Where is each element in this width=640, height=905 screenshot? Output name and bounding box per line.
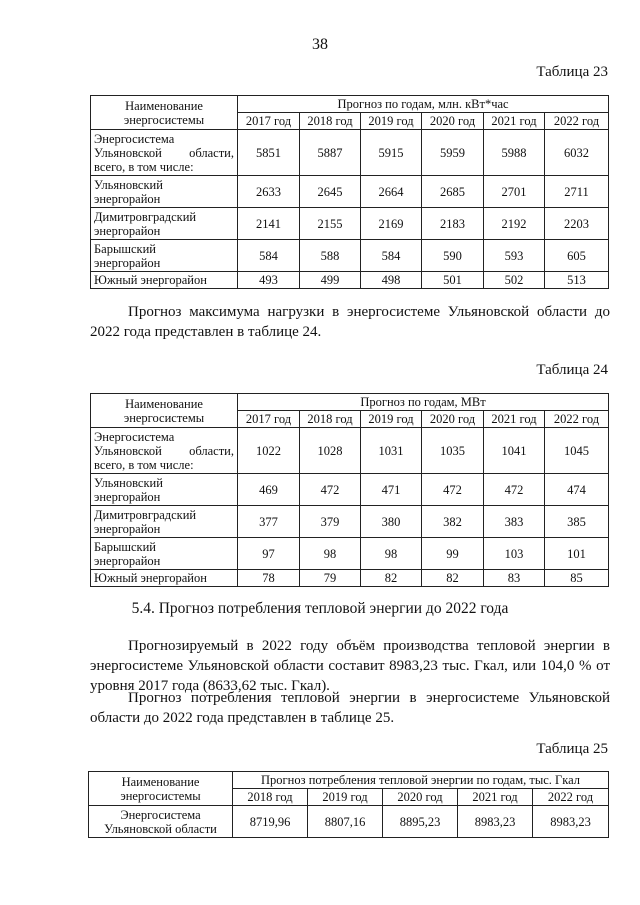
row-name: Димитровградский энергорайон [91, 208, 238, 240]
value-cell: 5887 [300, 130, 361, 176]
value-cell: 382 [422, 506, 484, 538]
row-name: Димитровградский энергорайон [91, 506, 238, 538]
value-cell: 498 [361, 272, 422, 289]
value-cell: 472 [484, 474, 545, 506]
row-name: Ульяновский энергорайон [91, 474, 238, 506]
row-name: Энергосистема Ульяновской области [89, 806, 233, 838]
year-header: 2020 год [383, 789, 458, 806]
value-cell: 2183 [422, 208, 484, 240]
value-cell: 2664 [361, 176, 422, 208]
value-cell: 2141 [238, 208, 300, 240]
value-cell: 584 [361, 240, 422, 272]
value-cell: 78 [238, 570, 300, 587]
value-cell: 1035 [422, 428, 484, 474]
value-cell: 385 [545, 506, 609, 538]
value-cell: 501 [422, 272, 484, 289]
value-cell: 377 [238, 506, 300, 538]
value-cell: 1028 [300, 428, 361, 474]
table-row [89, 806, 609, 838]
year-header: 2019 год [361, 411, 422, 428]
value-cell: 8983,23 [458, 806, 533, 838]
table-25 [88, 771, 609, 838]
header-name-cell: Наименование энергосистемы [89, 772, 233, 806]
value-cell: 83 [484, 570, 545, 587]
table-row [91, 538, 609, 570]
row-name: Южный энергорайон [91, 272, 238, 289]
table-row [91, 474, 609, 506]
row-name: Барышский энергорайон [91, 538, 238, 570]
row-name: Южный энергорайон [91, 570, 238, 587]
year-header: 2021 год [458, 789, 533, 806]
row-name: Энергосистема Ульяновской области, всего, в том числе: [91, 130, 238, 176]
value-cell: 5959 [422, 130, 484, 176]
value-cell: 469 [238, 474, 300, 506]
value-cell: 97 [238, 538, 300, 570]
row-name: Энергосистема Ульяновской области, всего, в том числе: [91, 428, 238, 474]
value-cell: 82 [361, 570, 422, 587]
header-name-cell: Наименование энергосистемы [91, 394, 238, 428]
value-cell: 85 [545, 570, 609, 587]
year-header: 2019 год [361, 113, 422, 130]
row-name: Ульяновский энергорайон [91, 176, 238, 208]
table-row [91, 272, 609, 289]
year-header: 2017 год [238, 411, 300, 428]
year-header: 2021 год [484, 411, 545, 428]
value-cell: 2685 [422, 176, 484, 208]
year-header: 2022 год [533, 789, 609, 806]
value-cell: 8983,23 [533, 806, 609, 838]
value-cell: 499 [300, 272, 361, 289]
table-row [91, 176, 609, 208]
value-cell: 5915 [361, 130, 422, 176]
year-header: 2022 год [545, 113, 609, 130]
paragraph-heat-consumption: Прогноз потребления тепловой энергии в энергосистеме Ульяновской области до 2022 года представлен в таблице 25. [90, 690, 610, 726]
value-cell: 101 [545, 538, 609, 570]
value-cell: 5851 [238, 130, 300, 176]
value-cell: 103 [484, 538, 545, 570]
year-header: 2020 год [422, 411, 484, 428]
value-cell: 2203 [545, 208, 609, 240]
year-header: 2020 год [422, 113, 484, 130]
header-group: Прогноз по годам, млн. кВт*час [238, 96, 609, 113]
table-row [91, 428, 609, 474]
value-cell: 98 [361, 538, 422, 570]
table-row [91, 570, 609, 587]
year-header: 2022 год [545, 411, 609, 428]
table-25-caption: Таблица 25 [536, 741, 608, 757]
value-cell: 6032 [545, 130, 609, 176]
value-cell: 472 [300, 474, 361, 506]
value-cell: 1045 [545, 428, 609, 474]
row-name: Барышский энергорайон [91, 240, 238, 272]
value-cell: 590 [422, 240, 484, 272]
value-cell: 513 [545, 272, 609, 289]
value-cell: 502 [484, 272, 545, 289]
value-cell: 474 [545, 474, 609, 506]
value-cell: 5988 [484, 130, 545, 176]
value-cell: 493 [238, 272, 300, 289]
value-cell: 2169 [361, 208, 422, 240]
table-24-caption: Таблица 24 [536, 362, 608, 378]
year-header: 2018 год [300, 113, 361, 130]
year-header: 2021 год [484, 113, 545, 130]
value-cell: 2633 [238, 176, 300, 208]
value-cell: 380 [361, 506, 422, 538]
value-cell: 1041 [484, 428, 545, 474]
table-row [91, 130, 609, 176]
section-heading: 5.4. Прогноз потребления тепловой энергии до 2022 года [131, 600, 509, 617]
value-cell: 605 [545, 240, 609, 272]
value-cell: 98 [300, 538, 361, 570]
value-cell: 593 [484, 240, 545, 272]
header-name-cell: Наименование энергосистемы [91, 96, 238, 130]
paragraph-load-forecast: Прогноз максимума нагрузки в энергосистеме Ульяновской области до 2022 года представлен в таблице 24. [90, 304, 610, 340]
value-cell: 8895,23 [383, 806, 458, 838]
value-cell: 2155 [300, 208, 361, 240]
table-row [91, 240, 609, 272]
value-cell: 2645 [300, 176, 361, 208]
value-cell: 79 [300, 570, 361, 587]
year-header: 2018 год [300, 411, 361, 428]
value-cell: 471 [361, 474, 422, 506]
table-23-caption: Таблица 23 [536, 64, 608, 80]
value-cell: 1022 [238, 428, 300, 474]
value-cell: 2701 [484, 176, 545, 208]
value-cell: 472 [422, 474, 484, 506]
page-number: 38 [312, 36, 328, 53]
value-cell: 2192 [484, 208, 545, 240]
table-23 [90, 95, 609, 289]
table-row [91, 208, 609, 240]
value-cell: 1031 [361, 428, 422, 474]
table-row [91, 506, 609, 538]
value-cell: 588 [300, 240, 361, 272]
header-group: Прогноз потребления тепловой энергии по годам, тыс. Гкал [233, 772, 609, 789]
value-cell: 379 [300, 506, 361, 538]
value-cell: 99 [422, 538, 484, 570]
table-24 [90, 393, 609, 587]
value-cell: 383 [484, 506, 545, 538]
value-cell: 2711 [545, 176, 609, 208]
value-cell: 8807,16 [308, 806, 383, 838]
year-header: 2017 год [238, 113, 300, 130]
paragraph-heat-production: Прогнозируемый в 2022 году объём производства тепловой энергии в энергосистеме Ульяновской области составит 8983,23 тыс. Гкал, или 104,0 % от уровня 2017 года (8633,62 тыс. Гкал). [90, 638, 610, 694]
value-cell: 584 [238, 240, 300, 272]
value-cell: 8719,96 [233, 806, 308, 838]
header-group: Прогноз по годам, МВт [238, 394, 609, 411]
year-header: 2018 год [233, 789, 308, 806]
year-header: 2019 год [308, 789, 383, 806]
value-cell: 82 [422, 570, 484, 587]
